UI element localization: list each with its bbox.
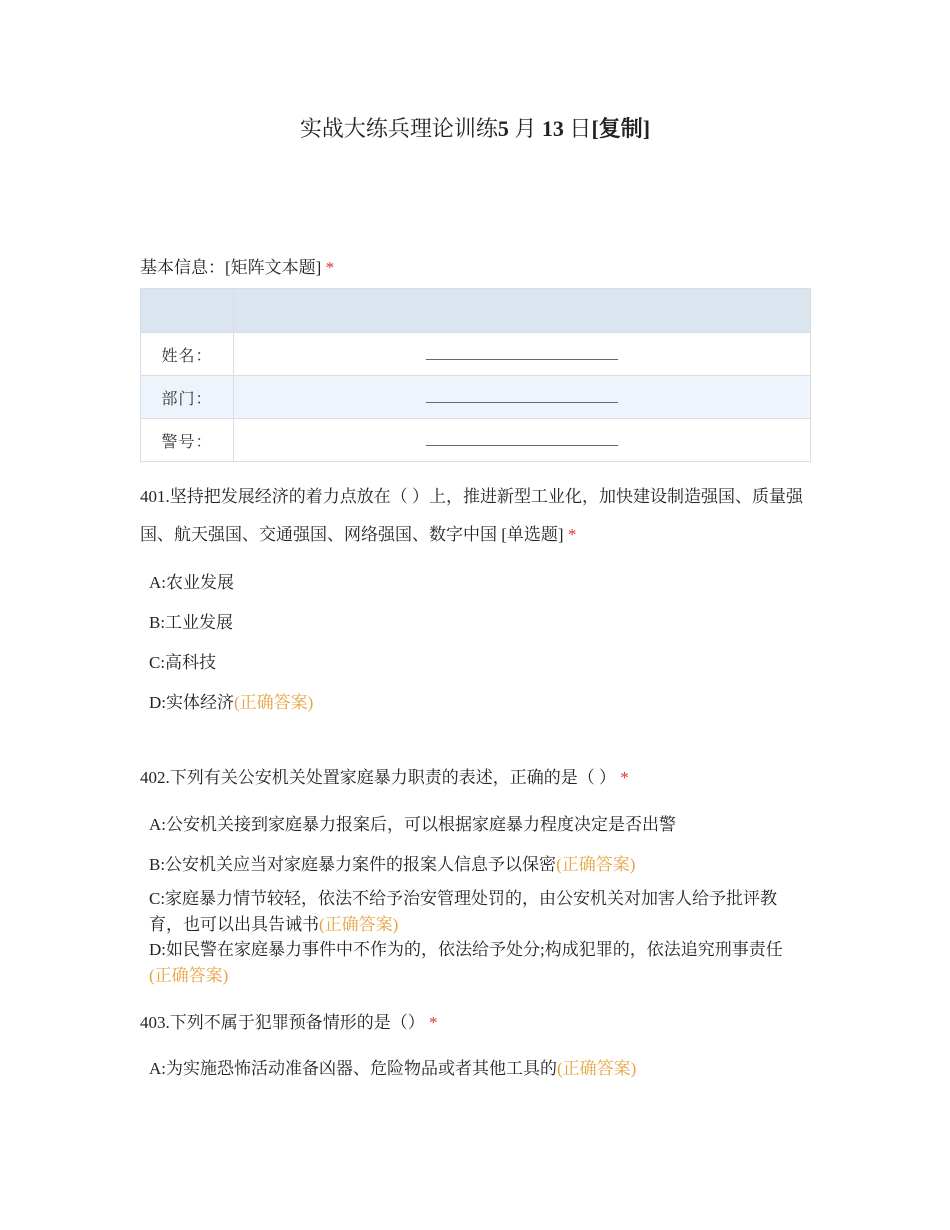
correct-answer-tag: (正确答案) (319, 915, 399, 934)
q402-option-a[interactable]: A:公安机关接到家庭暴力报案后，可以根据家庭暴力程度决定是否出警 (149, 815, 676, 834)
matrix-header-row (141, 289, 811, 333)
required-mark: * (429, 1013, 438, 1032)
question-402: 402.下列有关公安机关处置家庭暴力职责的表述，正确的是（ ） * (140, 768, 629, 787)
q401-option-b[interactable]: B:工业发展 (149, 613, 234, 632)
q402-option-d[interactable]: D:如民警在家庭暴力事件中不作为的，依法给予处分;构成犯罪的，依法追究刑事责任(正确答案) (149, 940, 783, 985)
name-label: 姓名： (141, 333, 234, 376)
matrix-row-badge (141, 419, 811, 462)
correct-answer-tag: (正确答案) (149, 966, 229, 985)
department-label: 部门： (141, 376, 234, 419)
page-title: 实战大练兵理论训练5 月 13 日[复制] (299, 116, 651, 141)
basic-info-matrix (140, 288, 811, 462)
q402-option-b[interactable]: B:公安机关应当对家庭暴力案件的报案人信息予以保密(正确答案) (149, 855, 636, 874)
correct-answer-tag: (正确答案) (556, 855, 636, 874)
required-mark: * (325, 258, 335, 277)
q401-option-a[interactable]: A:农业发展 (149, 573, 234, 592)
matrix-row-department (141, 376, 811, 419)
q401-option-c[interactable]: C:高科技 (149, 653, 217, 672)
question-403: 403.下列不属于犯罪预备情形的是（） * (140, 1013, 438, 1032)
q401-option-d[interactable]: D:实体经济(正确答案) (149, 693, 314, 712)
q402-option-c[interactable]: C:家庭暴力情节较轻，依法不给予治安管理处罚的，由公安机关对加害人给予批评教育，也可以出具告诫书(正确答案) (149, 889, 778, 934)
q403-option-a[interactable]: A:为实施恐怖活动准备凶器、危险物品或者其他工具的(正确答案) (149, 1059, 637, 1078)
badge-number-label: 警号： (141, 419, 234, 462)
question-401: 401.坚持把发展经济的着力点放在（ ）上，推进新型工业化，加快建设制造强国、质量强国、航天强国、交通强国、网络强国、数字中国 [单选题] * (140, 487, 803, 544)
matrix-row-name (141, 333, 811, 376)
correct-answer-tag: (正确答案) (234, 693, 314, 712)
basic-info-label: 基本信息：[矩阵文本题] * (140, 258, 335, 277)
department-input[interactable]: ________________________ (234, 376, 811, 419)
required-mark: * (567, 525, 577, 544)
name-input[interactable]: ________________________ (234, 333, 811, 376)
badge-number-input[interactable]: ________________________ (234, 419, 811, 462)
required-mark: * (620, 768, 629, 787)
correct-answer-tag: (正确答案) (557, 1059, 637, 1078)
